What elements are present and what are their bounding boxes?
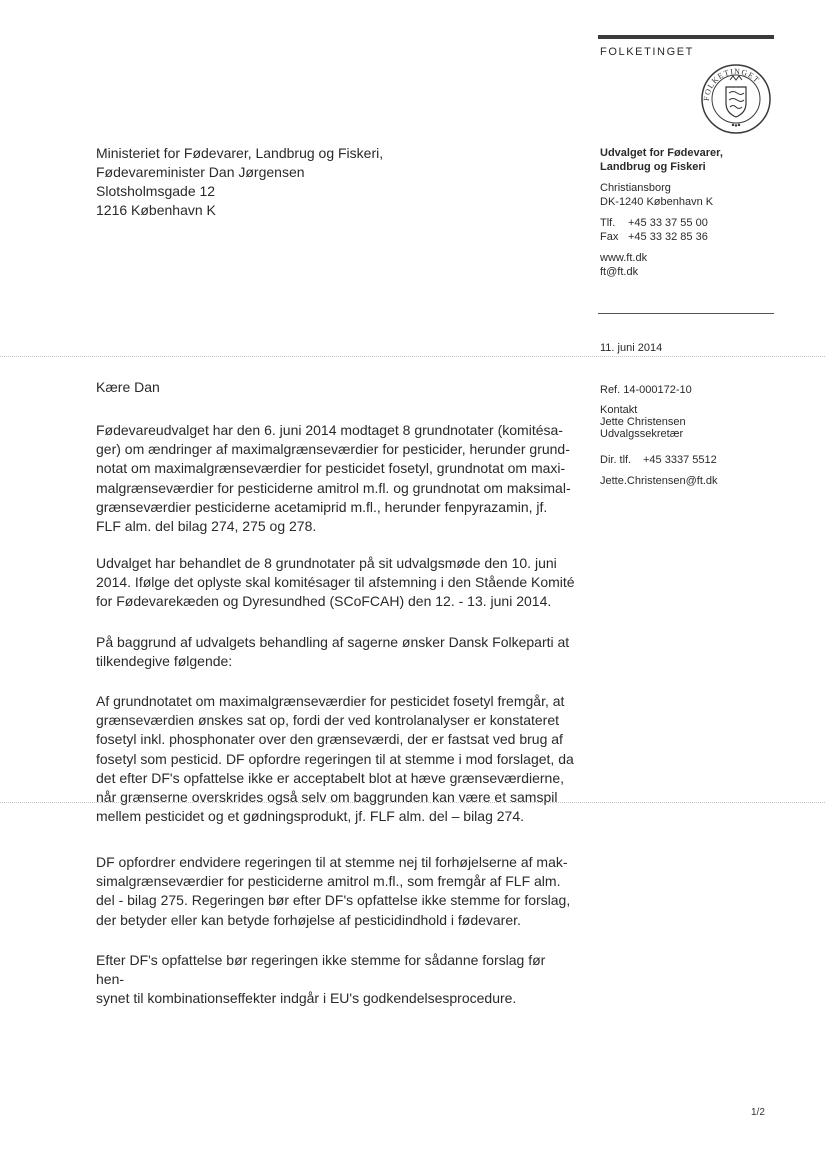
recipient-address <box>96 144 383 220</box>
phone-label: Tlf. <box>600 217 616 229</box>
paragraph-3 <box>96 633 576 671</box>
text-line: synet til kombinationseffekter indgår i EU's godkendelsesprocedure. <box>96 990 517 1007</box>
text-line: malgrænseværdier for pesticiderne amitrol m.fl. og grundnotat om maksimal- <box>96 479 571 496</box>
recipient-line: Ministeriet for Fødevarer, Landbrug og Fiskeri, <box>96 145 384 161</box>
text-line: grænseværdien ønskes sat op, fordi der ved kontrolanalyser er konstateret <box>96 712 560 729</box>
phone-row <box>600 216 708 230</box>
text-line: fosetyl inkl. phosphonater over den grænseværdi, der er fastsat ved brug af <box>96 731 563 748</box>
paragraph-1 <box>96 421 576 536</box>
phone-number: +45 33 37 55 00 <box>628 217 708 229</box>
divider <box>598 313 774 314</box>
direct-phone-label: Dir. tlf. <box>600 454 632 466</box>
contact-label: Kontakt <box>600 404 638 416</box>
text-line: Udvalget har behandlet de 8 grundnotater på sit udvalgsmøde den 10. juni <box>96 555 557 571</box>
paragraph-5 <box>96 853 576 930</box>
direct-phone-row <box>600 453 717 467</box>
contact-name: Jette Christensen <box>600 416 686 428</box>
text-line: Efter DF's opfattelse bør regeringen ikke stemme for sådanne forslag før hen- <box>96 952 546 988</box>
paragraph-2 <box>96 554 576 612</box>
direct-phone-number: +45 3337 5512 <box>643 454 717 466</box>
text-line: FLF alm. del bilag 274, 275 og 278. <box>96 518 317 535</box>
text-line: Fødevareudvalget har den 6. juni 2014 modtaget 8 grundnotater (komitésa- <box>96 422 563 438</box>
text-line: Af grundnotatet om maximalgrænseværdier for pesticidet fosetyl fremgår, at <box>96 693 565 709</box>
reference-number: Ref. 14-000172-10 <box>600 384 692 396</box>
text-line: mellem pesticidet og et gødningsprodukt, jf. FLF alm. del – bilag 274. <box>96 808 524 825</box>
fax-label: Fax <box>600 231 619 243</box>
committee-name-line2: Landbrug og Fiskeri <box>600 161 706 173</box>
text-line: der betyder eller kan betyde forhøjelse af pesticidindhold i fødevarer. <box>96 911 521 928</box>
recipient-line: 1216 København K <box>96 202 216 218</box>
contact-block <box>600 404 686 440</box>
text-line: notat om maximalgrænseværdier for pesticidet fosetyl, grundnotat om maxi- <box>96 460 566 477</box>
organization-name: FOLKETINGET <box>600 46 694 58</box>
salutation: Kære Dan <box>96 379 160 395</box>
address-line2: DK-1240 København K <box>600 196 714 208</box>
contact-email: Jette.Christensen@ft.dk <box>600 475 718 487</box>
paragraph-4 <box>96 692 576 826</box>
text-line: grænseværdier pesticiderne acetamiprid m.fl., herunder fenpyrazamin, jf. <box>96 498 548 515</box>
address-line1: Christiansborg <box>600 182 671 194</box>
contact-title: Udvalgssekretær <box>600 428 684 440</box>
recipient-line: Slotsholmsgade 12 <box>96 183 216 199</box>
recipient-line: Fødevareminister Dan Jørgensen <box>96 164 305 180</box>
sender-committee <box>600 146 723 174</box>
text-line: På baggrund af udvalgets behandling af sagerne ønsker Dansk Folkeparti at <box>96 634 570 650</box>
header-bar <box>598 35 774 39</box>
text-line: når grænserne overskrides også selv om baggrunden kan være et samspil <box>96 789 558 806</box>
letter-date: 11. juni 2014 <box>600 342 663 354</box>
fax-number: +45 33 32 85 36 <box>628 231 708 243</box>
text-line: simalgrænseværdier for pesticiderne amitrol m.fl., som fremgår af FLF alm. <box>96 873 561 890</box>
svg-text:FOLKETINGET: FOLKETINGET <box>701 66 762 102</box>
paragraph-6 <box>96 951 576 1009</box>
text-line: tilkendegive følgende: <box>96 653 233 670</box>
sender-web <box>600 251 647 279</box>
sender-address <box>600 181 713 209</box>
scan-line <box>0 356 825 357</box>
text-line: fosetyl som pesticid. DF opfordre regeringen til at stemme i mod forslaget, da <box>96 750 574 767</box>
text-line: DF opfordrer endvidere regeringen til at stemme nej til forhøjelserne af mak- <box>96 854 568 870</box>
fax-row <box>600 230 708 244</box>
text-line: ger) om ændringer af maximalgrænseværdier for pesticider, herunder grund- <box>96 441 570 458</box>
text-line: del - bilag 275. Regeringen bør efter DF's opfattelse ikke stemme for forslag, <box>96 892 571 909</box>
text-line: det efter DF's opfattelse ikke er acceptabelt blot at hæve grænseværdierne, <box>96 769 565 786</box>
website: www.ft.dk <box>600 252 648 264</box>
sender-phones <box>600 216 708 244</box>
page-number: 1/2 <box>751 1107 765 1118</box>
folketinget-seal-icon <box>700 63 772 135</box>
committee-name-line1: Udvalget for Fødevarer, <box>600 147 723 159</box>
email: ft@ft.dk <box>600 266 639 278</box>
text-line: 2014. Ifølge det oplyste skal komitésager til afstemning i den Stående Komité <box>96 574 575 591</box>
text-line: for Fødevarekæden og Dyresundhed (SCoFCAH) den 12. - 13. juni 2014. <box>96 593 552 610</box>
